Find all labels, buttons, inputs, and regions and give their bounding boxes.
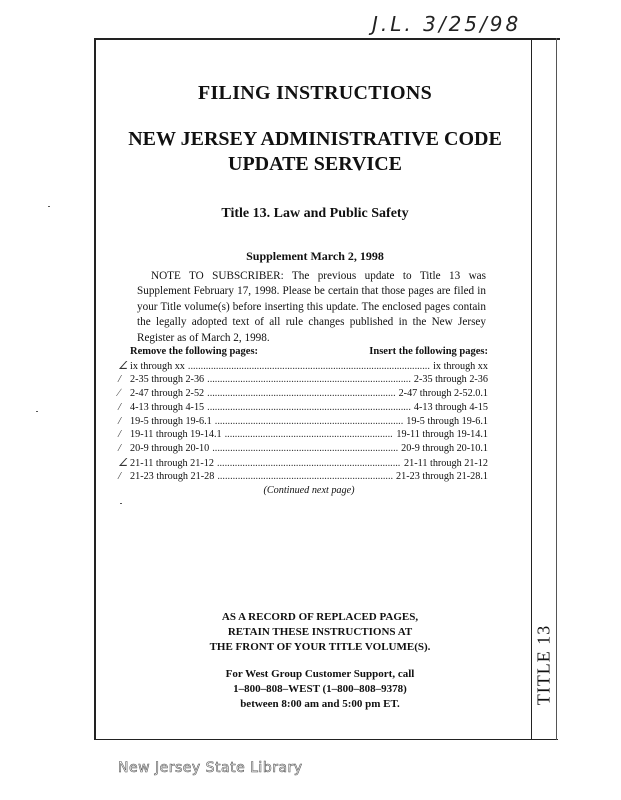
list-row — [118, 359, 488, 373]
support-line: For West Group Customer Support, call — [225, 668, 415, 680]
title-tab — [532, 610, 556, 720]
list-row — [118, 415, 488, 429]
insert-pages: 21-11 through 21-12 — [404, 458, 488, 470]
publication-title: NEW JERSEY ADMINISTRATIVE CODE UPDATE SERVICE — [128, 128, 502, 175]
list-row — [118, 401, 488, 415]
tab-label: TITLE 13 — [533, 624, 554, 706]
record-line: AS A RECORD OF REPLACED PAGES, — [221, 611, 419, 623]
title-line: Title 13. Law and Public Safety — [221, 206, 409, 221]
insert-pages: 20-9 through 20-10.1 — [401, 443, 488, 455]
remove-pages: 21-23 through 21-28 — [130, 471, 215, 483]
check-mark-icon: ∠ — [118, 360, 128, 372]
dot-leader — [217, 458, 401, 469]
remove-pages: ix through xx — [130, 361, 185, 372]
record-line: RETAIN THESE INSTRUCTIONS AT — [227, 626, 413, 638]
remove-pages: 19-11 through 19-14.1 — [130, 429, 222, 441]
list-row — [118, 387, 488, 401]
insert-pages: 19-5 through 19-6.1 — [406, 415, 488, 427]
remove-pages: 19-5 through 19-6.1 — [130, 415, 212, 427]
remove-pages: 21-11 through 21-12 — [130, 458, 214, 470]
list-header — [118, 346, 488, 357]
dot-leader — [207, 374, 411, 385]
scan-speck — [120, 503, 122, 504]
insert-pages: ix through xx — [433, 361, 488, 372]
remove-pages: 2-35 through 2-36 — [130, 373, 205, 385]
scan-speck — [36, 411, 38, 412]
check-mark-icon: / — [118, 428, 122, 441]
dot-leader — [215, 416, 403, 427]
list-rows — [118, 359, 488, 484]
remove-header: Remove the following pages: — [130, 346, 259, 357]
support-phone: 1–800–808–WEST (1–800–808–9378) — [233, 683, 407, 695]
scan-speck — [48, 206, 50, 207]
check-mark-icon: / — [118, 470, 122, 483]
check-mark-icon: / — [118, 442, 122, 455]
dot-leader — [207, 388, 395, 399]
check-mark-icon: / — [118, 414, 122, 427]
dot-leader — [225, 429, 394, 440]
continued-note: (Continued next page) — [263, 485, 355, 497]
dot-leader — [217, 471, 393, 482]
insert-pages: 2-35 through 2-36 — [413, 373, 488, 385]
record-line: THE FRONT OF YOUR TITLE VOLUME(S). — [209, 641, 431, 653]
insert-pages: 2-47 through 2-52.0.1 — [398, 387, 488, 399]
remove-pages: 2-47 through 2-52 — [130, 387, 205, 399]
supplement-date: Supplement March 2, 1998 — [246, 249, 384, 263]
remove-pages: 20-9 through 20-10 — [130, 443, 210, 455]
list-row — [118, 456, 488, 470]
filing-instructions-heading: FILING INSTRUCTIONS — [197, 82, 433, 104]
support-hours: between 8:00 am and 5:00 pm ET. — [240, 698, 400, 710]
remove-pages: 4-13 through 4-15 — [130, 401, 205, 413]
replacement-list — [118, 346, 488, 496]
insert-pages: 19-11 through 19-14.1 — [396, 429, 488, 441]
check-mark-icon: ∕ — [118, 386, 120, 399]
list-row — [118, 373, 488, 387]
list-row — [118, 428, 488, 442]
page-border-bottom — [94, 739, 558, 740]
dot-leader — [212, 443, 398, 454]
insert-pages: 4-13 through 4-15 — [413, 401, 488, 413]
record-notice — [160, 610, 480, 655]
list-row — [118, 442, 488, 456]
tab-edge — [556, 38, 557, 740]
check-mark-icon: ∠ — [118, 457, 128, 470]
dot-leader — [188, 361, 430, 372]
handwritten-note: J.L. 3/25/98 — [372, 12, 522, 36]
list-row — [118, 470, 488, 484]
library-watermark: New Jersey State Library — [118, 760, 303, 776]
insert-header: Insert the following pages: — [369, 346, 488, 357]
dot-leader — [207, 402, 411, 413]
insert-pages: 21-23 through 21-28.1 — [396, 471, 488, 483]
check-mark-icon: / — [118, 372, 122, 385]
support-info — [160, 667, 480, 712]
subscriber-note: NOTE TO SUBSCRIBER: The previous update to Title 13 was Supplement February 17, 1998. Please be certain that those pages are filed in your Title volume(s) before inserting this update. The enclosed pages contain the legally adopted text of all rule changes published in the New Jersey Register as of March 2, 1998. — [137, 270, 486, 344]
check-mark-icon: / — [118, 400, 122, 413]
